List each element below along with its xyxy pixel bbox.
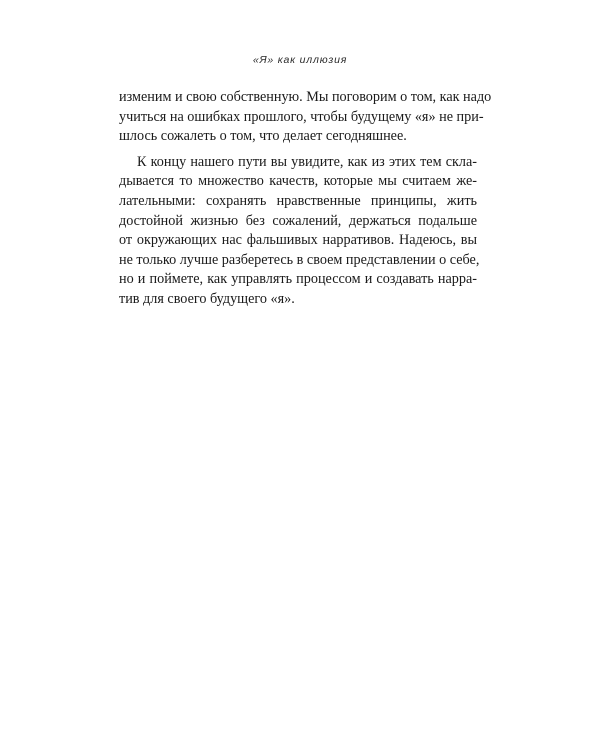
text-line: учиться на ошибках прошлого, чтобы будущему «я» не при- [119, 108, 484, 125]
text-line: не только лучше разберетесь в своем представлении о себе, [119, 251, 480, 268]
text-line: но и поймете, как управлять процессом и создавать нарра- [119, 271, 477, 288]
text-line: изменим и свою собственную. Мы поговорим о том, как надо [119, 89, 492, 105]
text-line: К концу нашего пути вы увидите, как из этих тем скла- [137, 153, 477, 170]
body-text [119, 88, 492, 310]
running-head: «Я» как иллюзия [252, 54, 348, 66]
text-line: дывается то множество качеств, которые мы считаем же- [119, 173, 477, 190]
text-line: от окружающих нас фальшивых нарративов. Надеюсь, вы [119, 232, 477, 249]
paragraph-1 [119, 88, 492, 147]
text-line: шлось сожалеть о том, что делает сегодняшнее. [119, 128, 407, 145]
text-line: достойной жизнью без сожалений, держаться подальше [119, 212, 477, 229]
paragraph-2 [119, 153, 480, 310]
text-line: лательными: сохранять нравственные принципы, жить [119, 192, 477, 209]
text-line: тив для своего будущего «я». [119, 290, 295, 307]
